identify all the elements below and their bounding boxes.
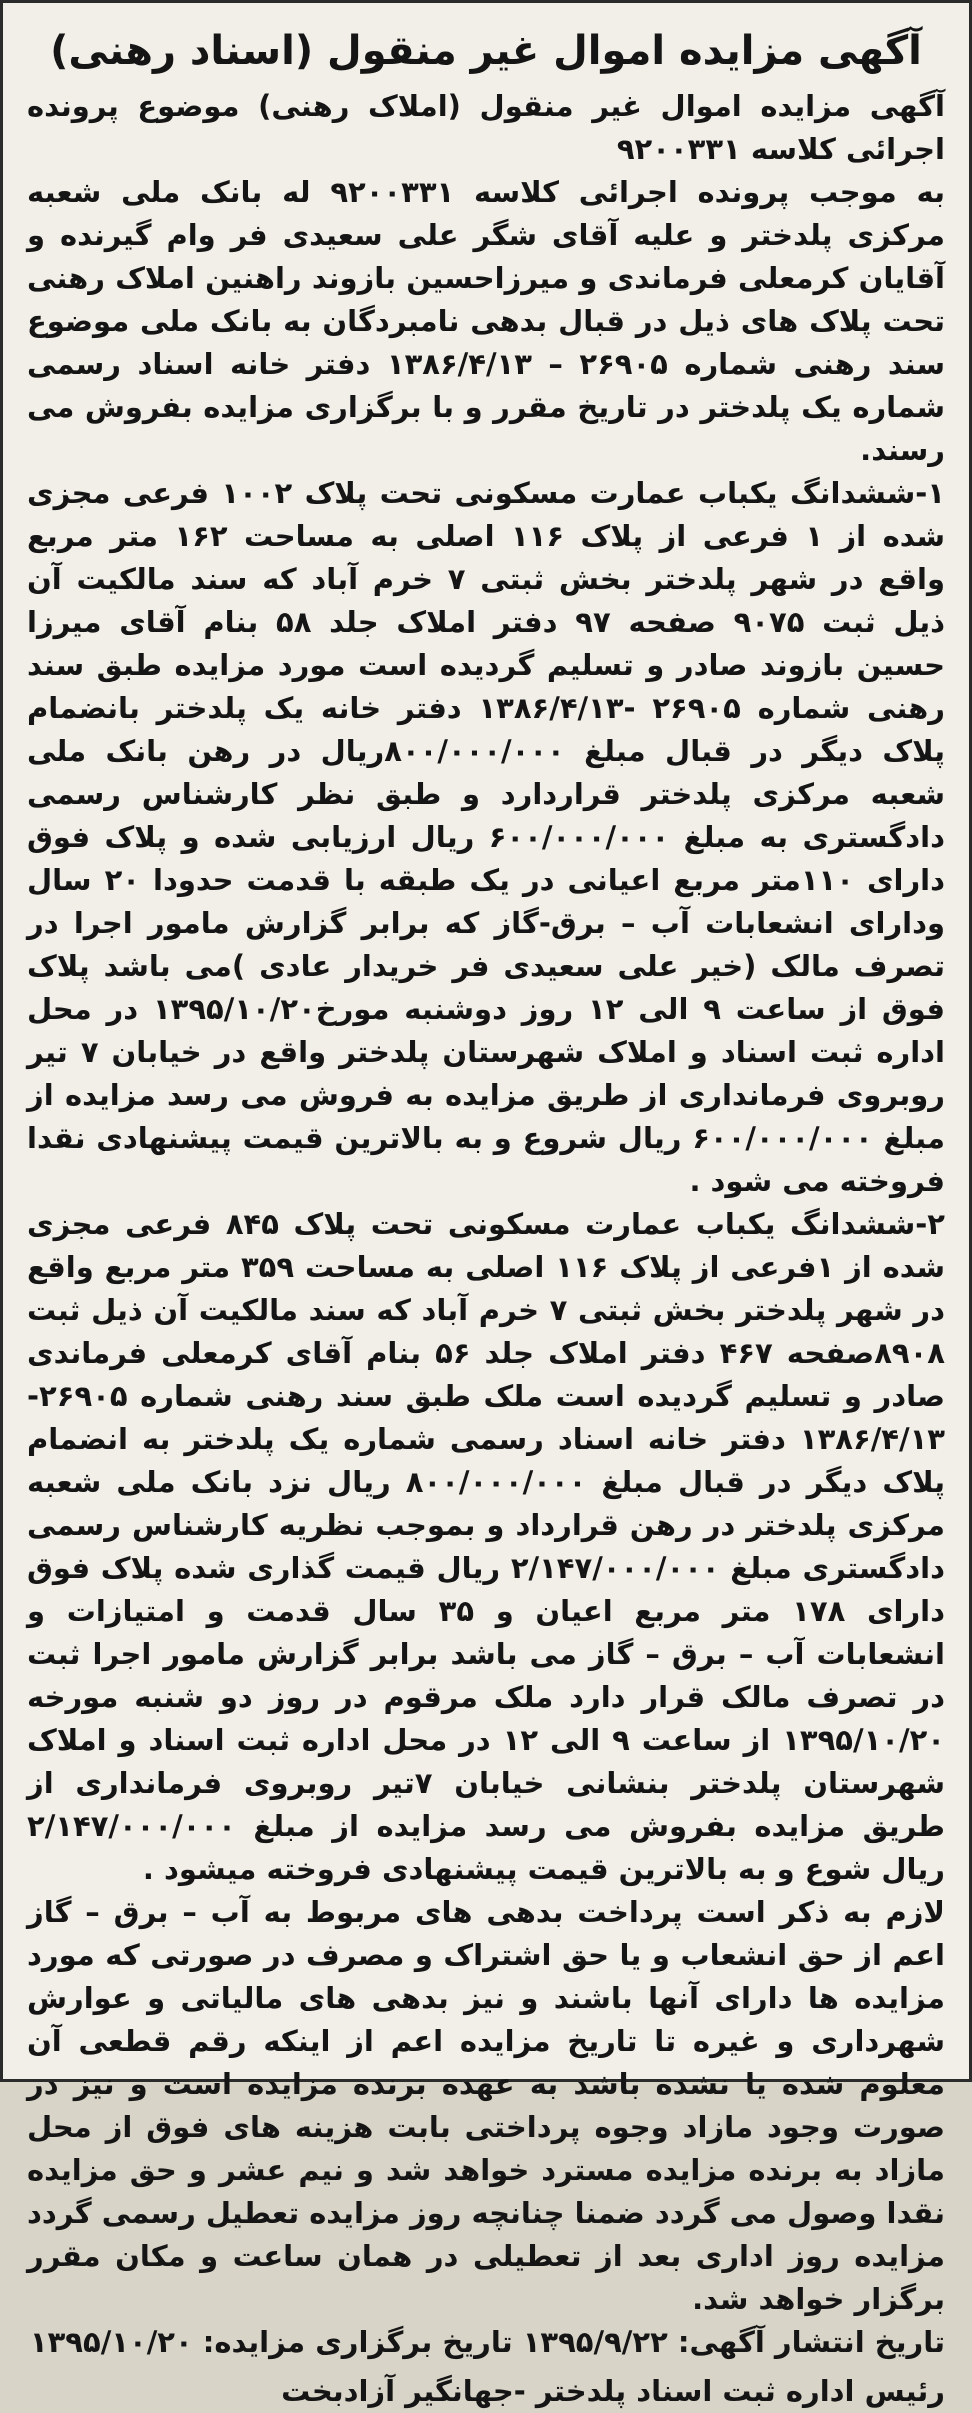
notice-intro: آگهی مزایده اموال غیر منقول (املاک رهنی) موضوع پرونده اجرائی کلاسه ۹۲۰۰۳۳۱ <box>27 89 945 166</box>
notice-item-2: ۲-ششدانگ یکباب عمارت مسکونی تحت پلاک ۸۴۵ فرعی مجزی شده از ۱فرعی از پلاک ۱۱۶ اصلی به مساحت ۳۵۹ متر مربع واقع در شهر پلدختر بخش ثبتی ۷ خرم آباد که سند مالکیت آن ذیل ثبت ۸۹۰۸صفحه ۴۶۷ دفتر املاک جلد ۵۶ بنام آقای کرمعلی فرماندی صادر و تسلیم گردیده است ملک طبق سند رهنی شماره ۲۶۹۰۵- ۱۳۸۶/۴/۱۳ دفتر خانه اسناد رسمی شماره یک پلدختر به انضمام پلاک دیگر در قبال مبلغ ۸۰۰/۰۰۰/۰۰۰ ریال نزد بانک ملی شعبه مرکزی پلدختر در رهن قرارداد و بموجب نظریه کارشناس رسمی دادگستری مبلغ ۲/۱۴۷/۰۰۰/۰۰۰ ریال قیمت گذاری شده پلاک فوق دارای ۱۷۸ متر مربع اعیان و ۳۵ سال قدمت و امتیازات و انشعابات آب – برق – گاز می باشد برابر گزارش مامور اجرا ثبت در تصرف مالک قرار دارد ملک مرقوم در روز دو شنبه مورخه ۱۳۹۵/۱۰/۲۰ از ساعت ۹ الی ۱۲ در محل اداره ثبت اسناد و املاک شهرستان پلدختر بنشانی خیابان ۷تیر روبروی فرمانداری از طریق مزایده بفروش می رسد مزایده از مبلغ ۲/۱۴۷/۰۰۰/۰۰۰ ریال شوع و به بالاترین قیمت پیشنهادی فروخته میشود . <box>27 1207 946 1886</box>
notice-paragraph-main: به موجب پرونده اجرائی کلاسه ۹۲۰۰۳۳۱ له بانک ملی شعبه مرکزی پلدختر و علیه آقای شگر علی سعیدی فر وام گیرنده و آقایان کرمعلی فرماندی و میرزاحسین بازوند راهنین املاک رهنی تحت پلاک های ذیل در قبال بدهی نامبردگان به بانک ملی موضوع سند رهنی شماره ۲۶۹۰۵ – ۱۳۸۶/۴/۱۳ دفتر خانه اسناد رسمی شماره یک پلدختر در تاریخ مقرر و با برگزاری مزایده بفروش می رسند. <box>27 175 945 467</box>
notice-terms: لازم به ذکر است پرداخت بدهی های مربوط به آب – برق – گاز اعم از حق انشعاب و یا حق اشتراک و مصرف در صورتی که مورد مزایده ها دارای آنها باشند و نیز بدهی های مالیاتی و عوارش شهرداری و غیره تا تاریخ مزایده اعم از اینکه رقم قطعی آن معلوم شده یا نشده باشد به عهده برنده مزایده است و نیز در صورت وجود مازاد وجوه پرداختی بابت هزینه های فوق از محل مازاد به برنده مزایده مسترد خواهد شد و نیم عشر و حق مزایده نقدا وصول می گردد ضمنا چنانچه روز مزایده تعطیل رسمی گردد مزایده روز اداری بعد از تعطیلی در همان ساعت و مکان مقرر برگزار خواهد شد. <box>27 1895 945 2316</box>
notice-signature: رئیس اداره ثبت اسناد پلدختر -جهانگیر آزادبخت <box>281 2374 945 2408</box>
notice-item-1: ۱-ششدانگ یکباب عمارت مسکونی تحت پلاک ۱۰۰۲ فرعی مجزی شده از ۱ فرعی از پلاک ۱۱۶ اصلی به مساحت ۱۶۲ متر مربع واقع در شهر پلدختر بخش ثبتی ۷ خرم آباد که سند مالکیت آن ذیل ثبت ۹۰۷۵ صفحه ۹۷ دفتر املاک جلد ۵۸ بنام آقای میرزا حسین بازوند صادر و تسلیم گردیده است مورد مزایده طبق سند رهنی شماره ۲۶۹۰۵ -۱۳۸۶/۴/۱۳ دفتر خانه یک پلدختر بانضمام پلاک دیگر در قبال مبلغ ۸۰۰/۰۰۰/۰۰۰ریال در رهن بانک ملی شعبه مرکزی پلدختر قراردارد و طبق نظر کارشناس رسمی دادگستری به مبلغ ۶۰۰/۰۰۰/۰۰۰ ریال ارزیابی شده و پلاک فوق دارای ۱۱۰متر مربع اعیانی در یک طبقه با قدمت حدودا ۲۰ سال ودارای انشعابات آب – برق-گاز که برابر گزارش مامور اجرا در تصرف مالک (خیر علی سعیدی فر خریدار عادی )می باشد پلاک فوق از ساعت ۹ الی ۱۲ روز دوشنبه مورخ۱۳۹۵/۱۰/۲۰ در محل اداره ثبت اسناد و املاک شهرستان پلدختر واقع در خیابان ۷ تیر روبروی فرمانداری از طریق مزایده به فروش می رسد مزایده از مبلغ ۶۰۰/۰۰۰/۰۰۰ ریال شروع و به بالاترین قیمت پیشنهادی نقدا فروخته می شود . <box>27 476 946 1198</box>
notice-title: آگهی مزایده اموال غیر منقول (اسناد رهنی) <box>50 28 922 74</box>
notice-dates: تاریخ انتشار آگهی: ۱۳۹۵/۹/۲۲ تاریخ برگزاری مزایده: ۱۳۹۵/۱۰/۲۰ <box>29 2325 945 2359</box>
